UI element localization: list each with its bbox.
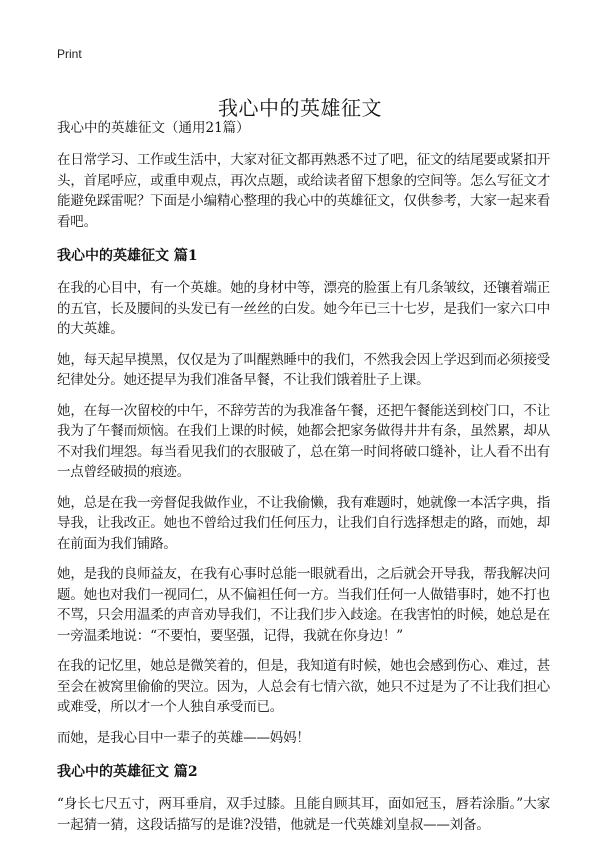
article-subtitle: 我心中的英雄征文（通用21篇） [57,120,250,136]
section1-paragraph: 她，是我的良师益友，在我有心事时总能一眼就看出，之后就会开导我，帮我解决问题。她也对我们一视同仁，从不偏袒任何一方。当我们任何一人做错事时，她不打也不骂，只会用温柔的声音劝导我们，不让我们步入歧途。在我害怕的时候，她总是在一旁温柔地说：“不要怕，要坚强，记得，我就在你身边！” [57,566,550,644]
section2-paragraph: “身长七尺五寸，两耳垂肩，双手过膝。且能自顾其耳，面如冠玉，唇若涂脂。”大家一起猜一猜，这段话描写的是谁?没错，他就是一代英雄刘皇叔——刘备。 [57,796,550,833]
section-heading-2: 我心中的英雄征文 篇2 [57,764,198,780]
section1-paragraph: 在我的记忆里，她总是微笑着的，但是，我知道有时候，她也会感到伤心、难过，甚至会在被窝里偷偷的哭泣。因为，人总会有七情六欲，她只不过是为了不让我们担心或难受，所以才一个人独自承受而已。 [57,658,550,715]
section-heading-1: 我心中的英雄征文 篇1 [57,248,198,264]
print-link[interactable]: Print [57,47,82,61]
intro-paragraph: 在日常学习、工作或生活中，大家对征文都再熟悉不过了吧，征文的结尾要或紧扣开头，首尾呼应，或重申观点，再次点题，或给读者留下想象的空间等。怎么写征文才能避免踩雷呢？下面是小编精心整理的我心中的英雄征文，仅供参考，大家一起来看看吧。 [57,152,550,230]
section1-paragraph: 她，在每一次留校的中午，不辞劳苦的为我准备午餐，还把午餐能送到校门口，不让我为了午餐而烦恼。在我们上课的时候，她都会把家务做得井井有条，虽然累，却从不对我们埋怨。每当看见我们的衣服破了，总在第一时间将破口缝补，让人看不出有一点曾经破损的痕迹。 [57,402,550,480]
section1-paragraph: 她，总是在我一旁督促我做作业，不让我偷懒，我有难题时，她就像一本活字典，指导我，让我改正。她也不曾给过我们任何压力，让我们自行选择想走的路，而她，却在前面为我们铺路。 [57,494,550,552]
section1-paragraph: 在我的心目中，有一个英雄。她的身材中等，漂亮的脸蛋上有几条皱纹，还镶着端正的五官，长及腰间的头发已有一丝丝的白发。她今年已三十七岁，是我们一家六口中的大英雄。 [57,280,550,337]
section1-paragraph: 她，每天起早摸黑，仅仅是为了叫醒熟睡中的我们，不然我会因上学迟到而必须接受纪律处分。她还提早为我们准备早餐，不让我们饿着肚子上课。 [57,351,550,388]
article-body [57,118,550,845]
page-title: 我心中的英雄征文 [218,96,382,121]
section1-paragraph: 而她，是我心目中一辈子的英雄——妈妈！ [57,729,310,746]
